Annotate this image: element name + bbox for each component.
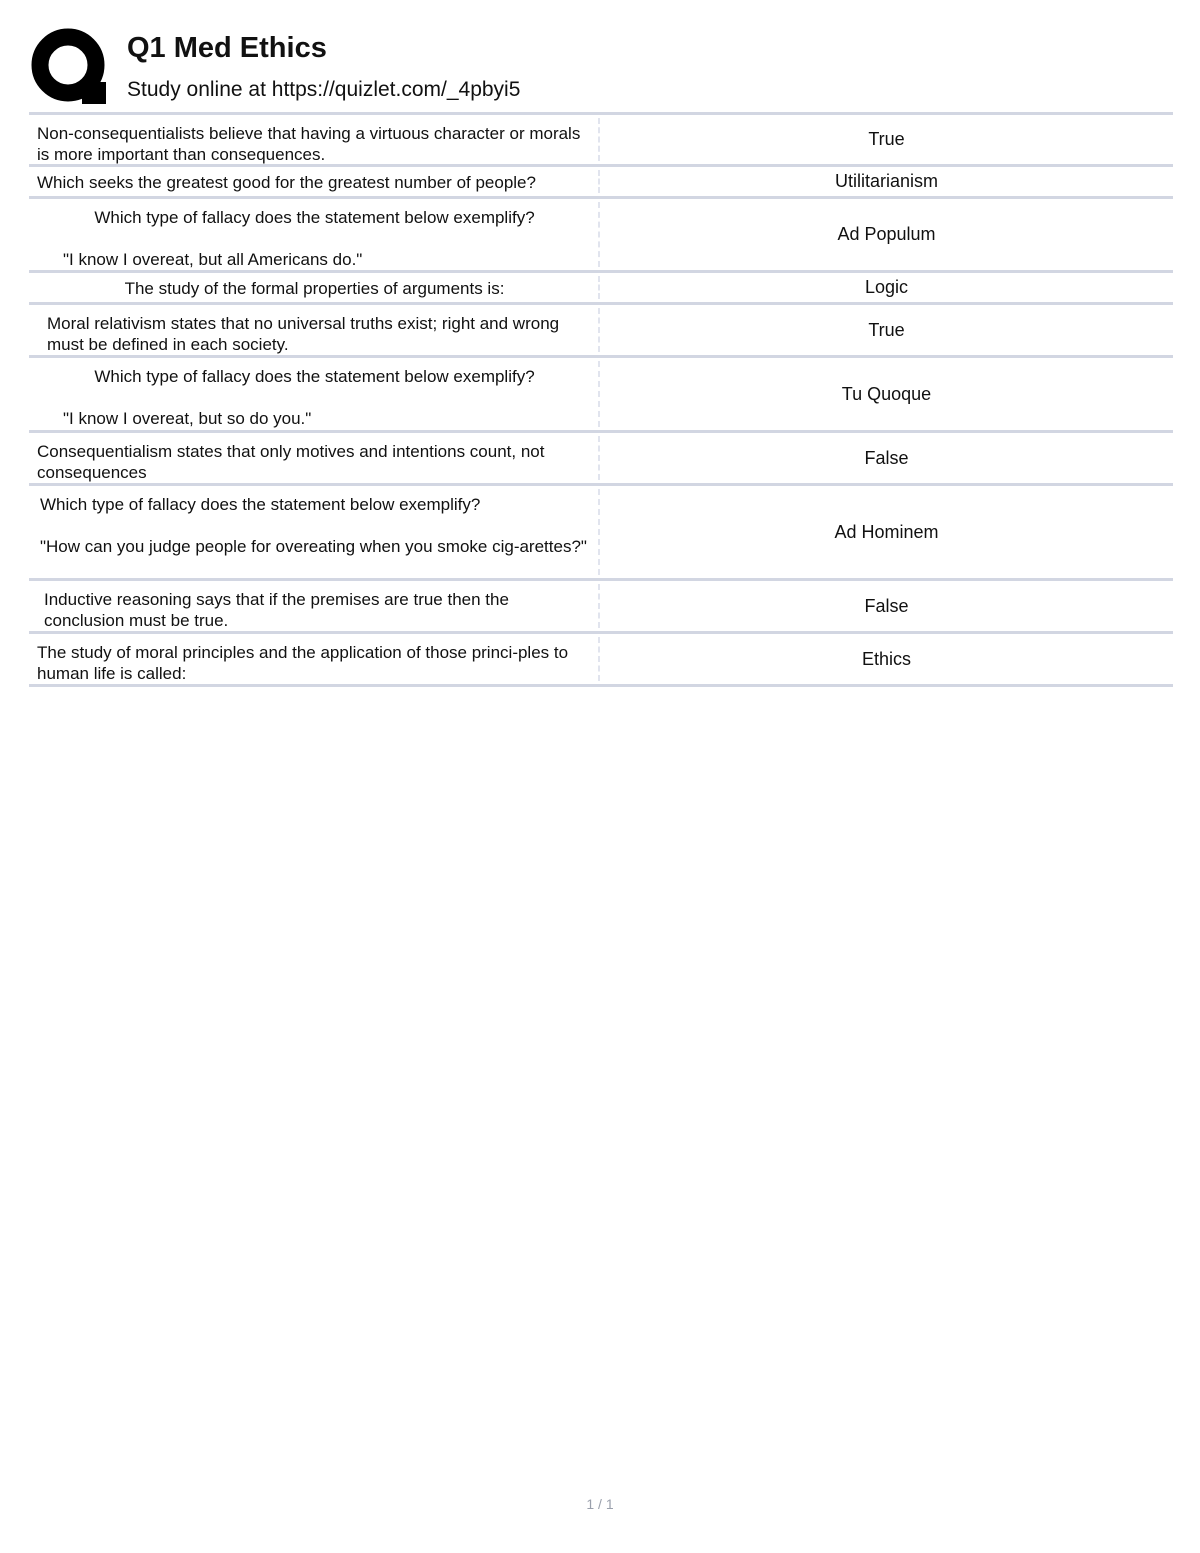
card-term: Non-consequentialists believe that having a virtuous character or morals is more important than consequences. (29, 118, 600, 161)
card-term-statement: "I know I overeat, but so do you." (63, 409, 312, 428)
flashcard-row (29, 433, 1173, 486)
flashcard-table (29, 112, 1173, 687)
card-definition: Utilitarianism (834, 171, 939, 191)
card-term (29, 361, 600, 427)
flashcard-row (29, 486, 1173, 581)
card-definition: Ad Hominem (834, 521, 939, 542)
card-term: Which seeks the greatest good for the greatest number of people? (29, 170, 600, 193)
flashcard-row (29, 634, 1173, 687)
card-definition: False (864, 447, 909, 468)
card-term-question: Which type of fallacy does the statement below exemplify? (94, 367, 535, 386)
card-definition: Ethics (861, 648, 912, 669)
page-header (30, 28, 1172, 112)
card-definition: Ad Populum (837, 224, 936, 244)
card-term-question: Which type of fallacy does the statement below exemplify? (94, 208, 535, 227)
flashcard-row (29, 581, 1173, 634)
flashcard-row (29, 115, 1173, 167)
page-number: 1 / 1 (586, 1496, 614, 1512)
card-definition: Tu Quoque (841, 383, 932, 404)
card-term-statement: "I know I overeat, but all Americans do." (63, 250, 363, 269)
card-term: Inductive reasoning says that if the premises are true then the conclusion must be true. (29, 584, 600, 628)
card-definition: False (864, 595, 909, 616)
flashcard-row (29, 305, 1173, 358)
card-term-statement: "How can you judge people for overeating when you smoke cig-arettes?" (40, 537, 587, 556)
card-term: The study of the formal properties of arguments is: (29, 276, 600, 299)
card-term-question: Which type of fallacy does the statement below exemplify? (40, 495, 481, 514)
flashcard-row (29, 199, 1173, 273)
card-term: The study of moral principles and the application of those princi-ples to human life is called: (29, 637, 600, 681)
quizlet-q-logo-icon (30, 28, 110, 108)
flashcard-row (29, 358, 1173, 433)
card-term (29, 202, 600, 267)
card-definition: Logic (864, 277, 909, 297)
flashcard-row (29, 273, 1173, 305)
card-term: Consequentialism states that only motives and intentions count, not consequences (29, 436, 600, 480)
card-term: Moral relativism states that no universal truths exist; right and wrong must be defined in each society. (29, 308, 600, 352)
flashcard-row (29, 167, 1173, 199)
card-definition: True (868, 129, 905, 149)
page-title: Q1 Med Ethics (127, 32, 327, 64)
card-definition: True (868, 319, 905, 340)
card-term (29, 489, 600, 575)
study-link[interactable]: Study online at https://quizlet.com/_4pbyi5 (127, 78, 521, 101)
